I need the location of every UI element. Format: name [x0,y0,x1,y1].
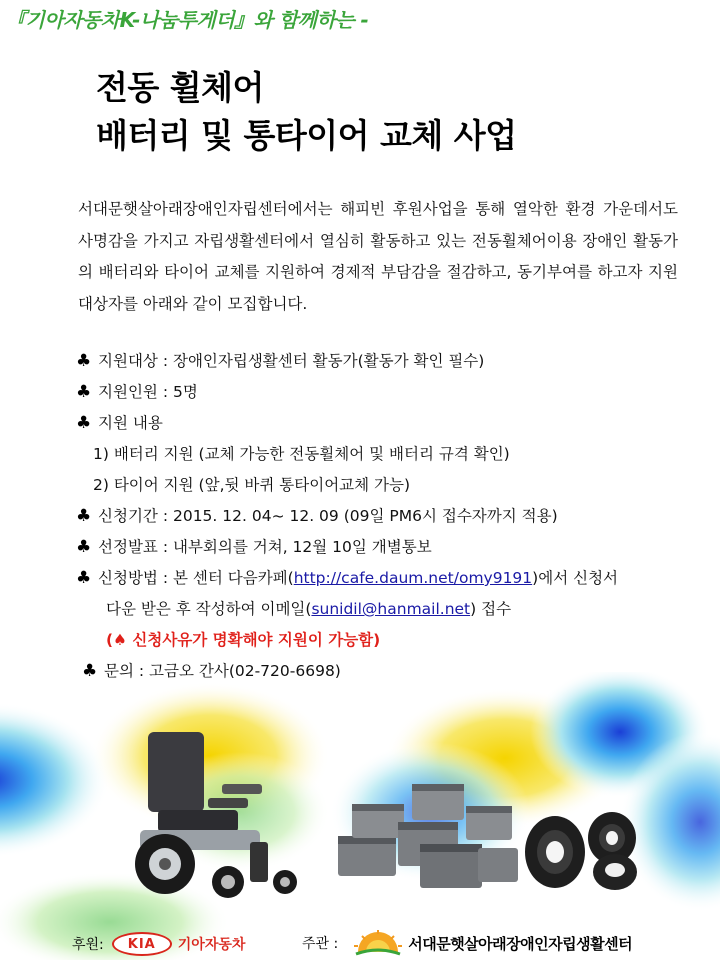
background-artwork [0,672,720,960]
title-line-1: 전동 휠체어 [96,68,264,107]
tire-illustration [525,812,637,890]
sponsor-label: 후원: [72,937,104,953]
page-title [96,64,517,160]
host-area [302,930,632,956]
list-item-announce [76,532,696,563]
list-item-target [76,346,696,377]
list-item-content [76,408,696,439]
club-icon: ♣ [76,413,92,433]
content-text: 지원 내용 [98,414,163,432]
cafe-link[interactable]: http://cafe.daum.net/omy9191 [293,569,533,587]
info-list [76,346,696,687]
intro-paragraph: 서대문햇살아래장애인자립센터에서는 해피빈 후원사업을 통해 열악한 환경 가운데서도 사명감을 가지고 자립생활센터에서 열심히 활동하고 있는 전동휠체어이용 장애인 활동가의 배터리와 타이어 교체를 지원하여 경제적 부담감을 절감하고, 동기부여를 하고자 지원대상자를 아래와 같이 모집합니다. [78,200,678,313]
kia-name: 기아자동차 [177,937,246,953]
content-sub-1: 1) 배터리 지원 (교체 가능한 전동휠체어 및 배터리 규격 확인) [93,445,510,463]
list-item-method [76,563,696,594]
club-icon: ♣ [76,506,92,526]
count-text: 지원인원 : 5명 [98,383,198,401]
notice-text: (♠ 신청사유가 명확해야 지원이 가능함) [106,631,381,649]
list-item-count [76,377,696,408]
kia-logo: KIA [112,932,172,956]
content-sub-2: 2) 타이어 지원 (앞,뒷 바퀴 통타이어교체 가능) [93,476,411,494]
center-name: 서대문햇살아래장애인자립생활센터 [408,934,633,953]
club-icon: ♣ [76,537,92,557]
target-text: 지원대상 : 장애인자립생활센터 활동가(활동가 확인 필수) [98,352,485,370]
sun-logo-icon [352,930,404,956]
email-link[interactable]: sunidil@hanmail.net [311,600,471,618]
sponsor-area [72,932,245,956]
club-icon: ♣ [76,568,92,588]
method2-prefix: 다운 받은 후 작성하여 이메일( [106,600,312,618]
period-text: 신청기간 : 2015. 12. 04~ 12. 09 (09일 PM6시 접수자까지 적용) [98,507,558,525]
method-suffix: )에서 신청서 [532,569,619,587]
method-prefix: 신청방법 : 본 센터 다음카페( [98,569,294,587]
club-icon: ♣ [82,661,98,681]
contact-text: 문의 : 고금오 간사(02-720-6698) [104,662,341,680]
host-label: 주관 : [302,936,339,952]
method2-suffix: ) 접수 [470,600,512,618]
announce-text: 선정발표 : 내부회의를 거쳐, 12월 10일 개별통보 [98,538,432,556]
title-line-2: 배터리 및 통타이어 교체 사업 [96,116,517,155]
event-header: 『기아자동차K-나눔투게더』와 함께하는 - [6,8,369,32]
club-icon: ♣ [76,351,92,371]
club-icon: ♣ [76,382,92,402]
list-item-period [76,501,696,532]
method-continuation [76,594,696,625]
